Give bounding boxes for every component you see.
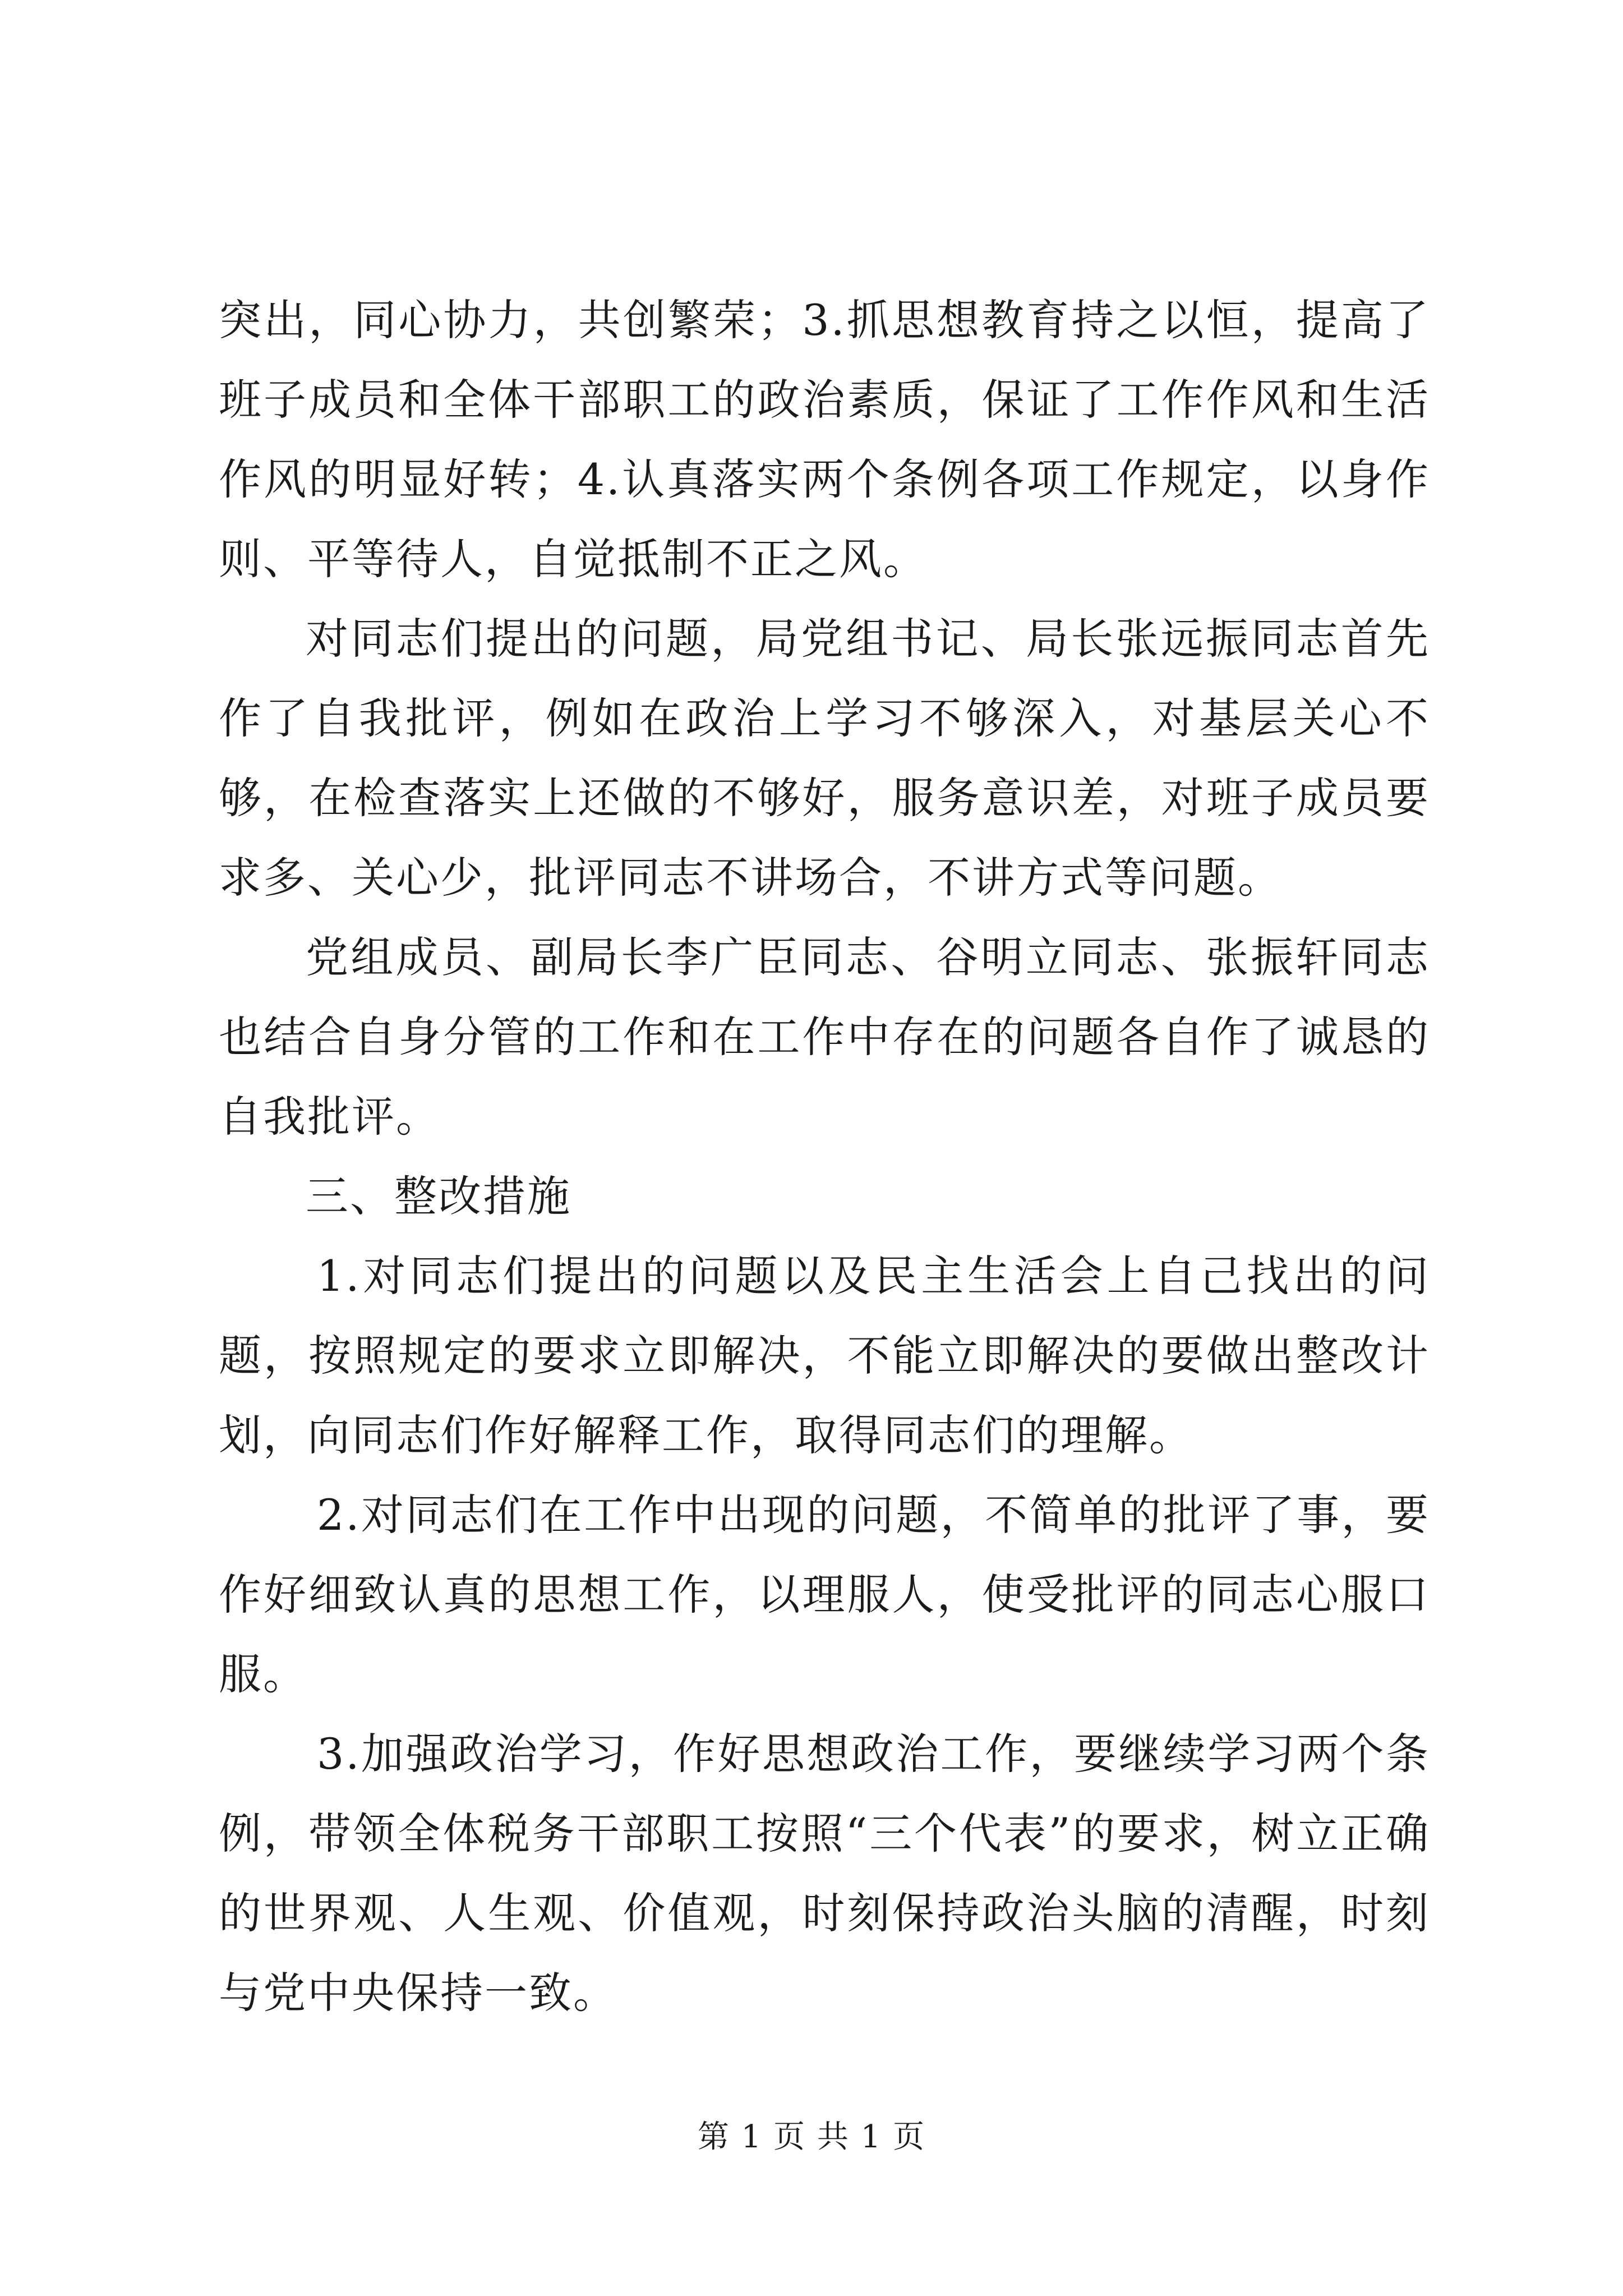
- paragraph-self-criticism-director: 对同志们提出的问题，局党组书记、局长张远振同志首先作了自我批评，例如在政治上学习不够深入，对基层关心不够，在检查落实上还做的不够好，服务意识差，对班子成员要求多、关心少，批评同志不讲场合，不讲方式等问题。: [219, 614, 1430, 903]
- section-heading-rectification: 三、整改措施: [306, 1171, 571, 1221]
- measure-item-2: 2.对同志们在工作中出现的问题，不简单的批评了事，要作好细致认真的思想工作，以理服人，使受批评的同志心服口服。: [219, 1490, 1430, 1699]
- paragraph-continuation: 突出，同心协力，共创繁荣；3.抓思想教育持之以恒，提高了班子成员和全体干部职工的政治素质，保证了工作作风和生活作风的明显好转；4.认真落实两个条例各项工作规定，以身作则、平等待人，自觉抵制不正之风。: [219, 295, 1430, 584]
- page-number-footer: 第 1 页 共 1 页: [697, 2119, 926, 2155]
- document-body: [219, 280, 1430, 2033]
- paragraph-self-criticism-members: 党组成员、副局长李广臣同志、谷明立同志、张振轩同志也结合自身分管的工作和在工作中存在的问题各自作了诚恳的自我批评。: [219, 932, 1430, 1142]
- measure-item-1: 1.对同志们提出的问题以及民主生活会上自己找出的问题，按照规定的要求立即解决，不能立即解决的要做出整改计划，向同志们作好解释工作，取得同志们的理解。: [219, 1251, 1430, 1460]
- measure-item-3: 3.加强政治学习，作好思想政治工作，要继续学习两个条例，带领全体税务干部职工按照“三个代表”的要求，树立正确的世界观、人生观、价值观，时刻保持政治头脑的清醒，时刻与党中央保持一致。: [219, 1729, 1430, 2018]
